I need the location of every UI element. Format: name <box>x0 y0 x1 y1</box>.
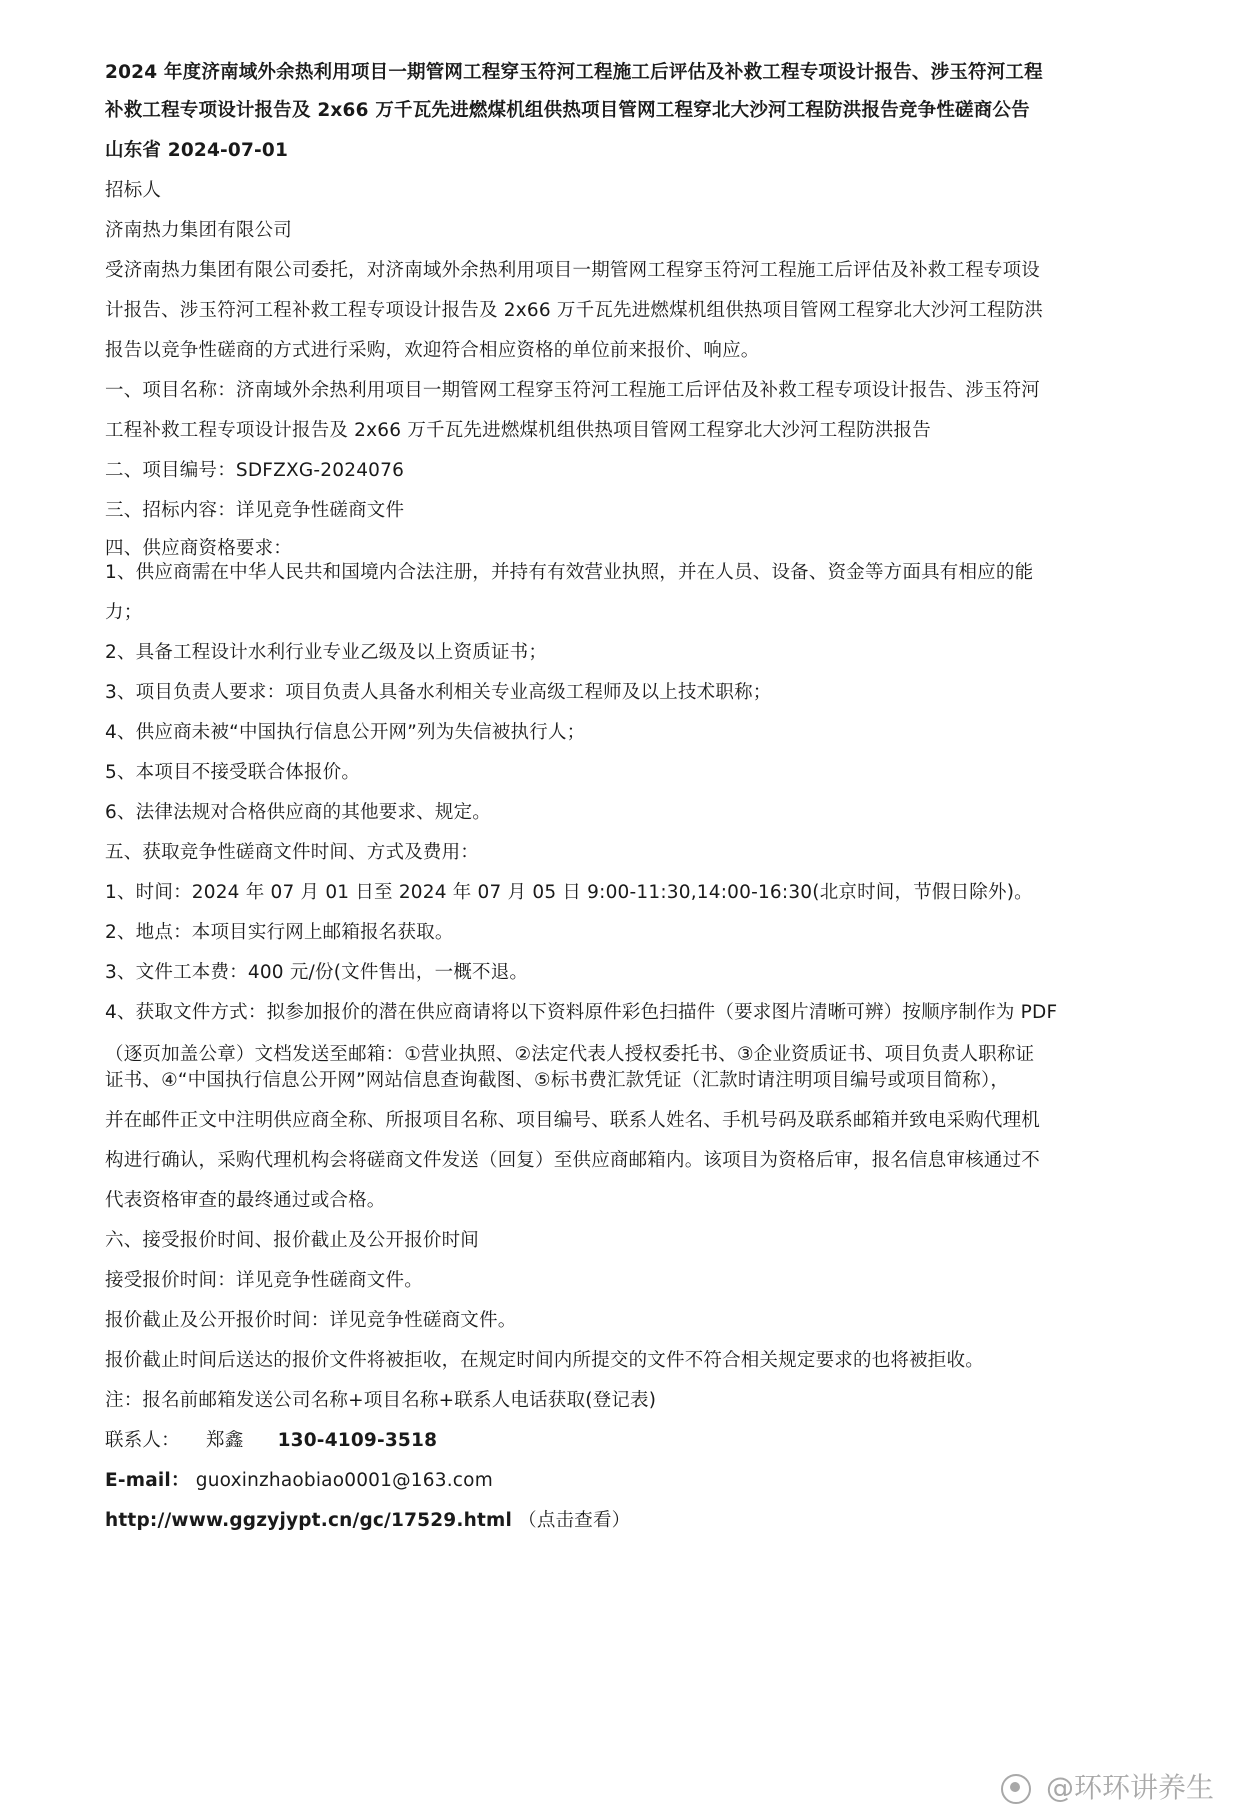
requirement-1: 1、供应商需在中华人民共和国境内合法注册，并持有有效营业执照，并在人员、设备、资金等方面具有相应的能 <box>105 562 1034 583</box>
project-number: 二、项目编号：SDFZXG-2024076 <box>105 460 405 481</box>
announcement-link[interactable]: http://www.ggzyjypt.cn/gc/17529.html <box>105 1510 513 1531</box>
tender-content: 三、招标内容：详见竞争性磋商文件 <box>105 500 405 521</box>
late-quote-rejection: 报价截止时间后送达的报价文件将被拒收，在规定时间内所提交的文件不符合相关规定要求的也将被拒收。 <box>105 1350 984 1371</box>
intro-line-1: 受济南热力集团有限公司委托，对济南域外余热利用项目一期管网工程穿玉符河工程施工后评估及补救工程专项设 <box>105 260 1041 281</box>
acquire-method-6: 代表资格审查的最终通过或合格。 <box>105 1190 386 1211</box>
watermark <box>1001 1766 1214 1806</box>
requirement-3: 3、项目负责人要求：项目负责人具备水利相关专业高级工程师及以上技术职称； <box>105 682 772 703</box>
requirement-6: 6、法律法规对合格供应商的其他要求、规定。 <box>105 802 491 823</box>
contact-name: 郑鑫 <box>206 1430 244 1451</box>
requirement-2: 2、具备工程设计水利行业专业乙级及以上资质证书； <box>105 642 548 663</box>
tenderer-label: 招标人 <box>105 180 162 201</box>
section1-line-2: 工程补救工程专项设计报告及 2x66 万千瓦先进燃煤机组供热项目管网工程穿北大沙河工程防洪报告 <box>105 420 931 441</box>
contact-label: 联系人： <box>105 1430 180 1451</box>
contact-row <box>105 1428 437 1454</box>
tenderer-name: 济南热力集团有限公司 <box>105 220 293 241</box>
acquire-location: 2、地点：本项目实行网上邮箱报名获取。 <box>105 922 454 943</box>
requirement-5: 5、本项目不接受联合体报价。 <box>105 762 361 783</box>
section5-title: 五、获取竞争性磋商文件时间、方式及费用： <box>105 842 480 863</box>
acquire-method-1: 4、获取文件方式：拟参加报价的潜在供应商请将以下资料原件彩色扫描件（要求图片清晰可辨）按顺序制作为 PDF <box>105 1002 1058 1023</box>
document-fee: 3、文件工本费：400 元/份(文件售出，一概不退。 <box>105 962 529 983</box>
link-suffix: （点击查看） <box>518 1510 631 1531</box>
watermark-text: @环环讲养生 <box>1045 1771 1214 1804</box>
section6-title: 六、接受报价时间、报价截止及公开报价时间 <box>105 1230 480 1251</box>
watermark-logo-icon <box>1001 1774 1031 1804</box>
title-line-2: 补救工程专项设计报告及 2x66 万千瓦先进燃煤机组供热项目管网工程穿北大沙河工程防洪报告竞争性磋商公告 <box>105 100 1030 121</box>
email-row <box>105 1468 493 1494</box>
email-address[interactable]: guoxinzhaobiao0001@163.com <box>195 1470 493 1491</box>
acquire-method-3: 证书、④“中国执行信息公开网”网站信息查询截图、⑤标书费汇款凭证（汇款时请注明项目编号或项目简称）， <box>105 1070 1010 1091</box>
registration-note: 注：报名前邮箱发送公司名称+项目名称+联系人电话获取(登记表) <box>105 1390 657 1411</box>
acquire-time: 1、时间：2024 年 07 月 01 日至 2024 年 07 月 05 日 9:00-11:30,14:00-16:30(北京时间，节假日除外)。 <box>105 882 1033 903</box>
link-row <box>105 1508 630 1534</box>
intro-line-2: 计报告、涉玉符河工程补救工程专项设计报告及 2x66 万千瓦先进燃煤机组供热项目管网工程穿北大沙河工程防洪 <box>105 300 1044 321</box>
region-date: 山东省 2024-07-01 <box>105 140 289 161</box>
quote-accept-time: 接受报价时间：详见竞争性磋商文件。 <box>105 1270 423 1291</box>
acquire-method-4: 并在邮件正文中注明供应商全称、所报项目名称、项目编号、联系人姓名、手机号码及联系邮箱并致电采购代理机 <box>105 1110 1041 1131</box>
section1-line-1: 一、项目名称：济南域外余热利用项目一期管网工程穿玉符河工程施工后评估及补救工程专项设计报告、涉玉符河 <box>105 380 1041 401</box>
quote-deadline: 报价截止及公开报价时间：详见竞争性磋商文件。 <box>105 1310 517 1331</box>
title-line-1: 2024 年度济南域外余热利用项目一期管网工程穿玉符河工程施工后评估及补救工程专项设计报告、涉玉符河工程 <box>105 62 1043 83</box>
requirement-4: 4、供应商未被“中国执行信息公开网”列为失信被执行人； <box>105 722 586 743</box>
acquire-method-2: （逐页加盖公章）文档发送至邮箱：①营业执照、②法定代表人授权委托书、③企业资质证书、项目负责人职称证 <box>105 1044 1035 1065</box>
section4-title: 四、供应商资格要求： <box>105 538 293 559</box>
email-label: E-mail： <box>105 1470 190 1491</box>
contact-phone: 130-4109-3518 <box>277 1430 438 1451</box>
requirement-1-cont: 力； <box>105 602 143 623</box>
intro-line-3: 报告以竞争性磋商的方式进行采购，欢迎符合相应资格的单位前来报价、响应。 <box>105 340 760 361</box>
acquire-method-5: 构进行确认，采购代理机构会将磋商文件发送（回复）至供应商邮箱内。该项目为资格后审，报名信息审核通过不 <box>105 1150 1041 1171</box>
